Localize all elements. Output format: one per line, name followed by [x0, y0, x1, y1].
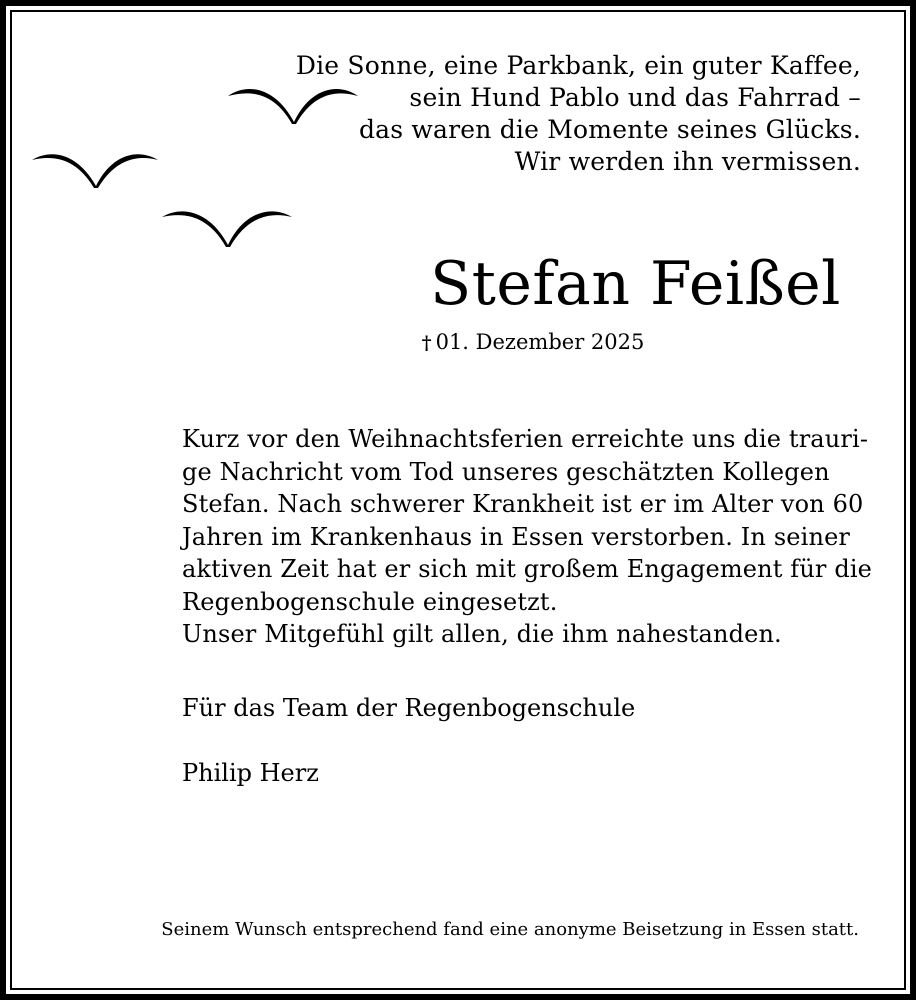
death-date-line — [0, 328, 916, 357]
deceased-name: Stefan Feißel — [430, 249, 841, 319]
message-line: ge Nachricht vom Tod unseres geschätzten Kollegen — [182, 457, 830, 486]
message-line: Jahren im Krankenhaus in Essen verstorben. In seiner — [182, 522, 851, 551]
bird-icon — [160, 207, 294, 249]
death-date: 01. Dezember 2025 — [435, 330, 645, 354]
condolence-message — [182, 423, 882, 651]
message-line: Unser Mitgefühl gilt allen, die ihm nahestanden. — [182, 620, 782, 648]
message-line: Stefan. Nach schwerer Krankheit ist er im Alter von 60 — [182, 490, 864, 518]
message-line: aktiven Zeit hat er sich mit großem Engagement für die — [182, 555, 873, 583]
burial-note: Seinem Wunsch entsprechend fand eine anonyme Beisetzung in Essen statt. — [161, 919, 859, 940]
cross-icon: † — [421, 332, 432, 354]
message-line: Regenbogenschule eingesetzt. — [182, 587, 558, 616]
opening-quote — [261, 50, 861, 178]
message-line: Kurz vor den Weihnachtsferien erreichte uns die trauri- — [182, 425, 869, 453]
quote-line: Die Sonne, eine Parkbank, ein guter Kaffee, — [295, 51, 861, 80]
quote-line: sein Hund Pablo und das Fahrrad – — [409, 83, 861, 112]
quote-line: Wir werden ihn vermissen. — [514, 147, 861, 176]
signer-name: Philip Herz — [182, 759, 319, 787]
quote-line: das waren die Momente seines Glücks. — [358, 115, 861, 144]
bird-icon — [30, 150, 160, 190]
on-behalf-line: Für das Team der Regenbogenschule — [182, 694, 636, 722]
